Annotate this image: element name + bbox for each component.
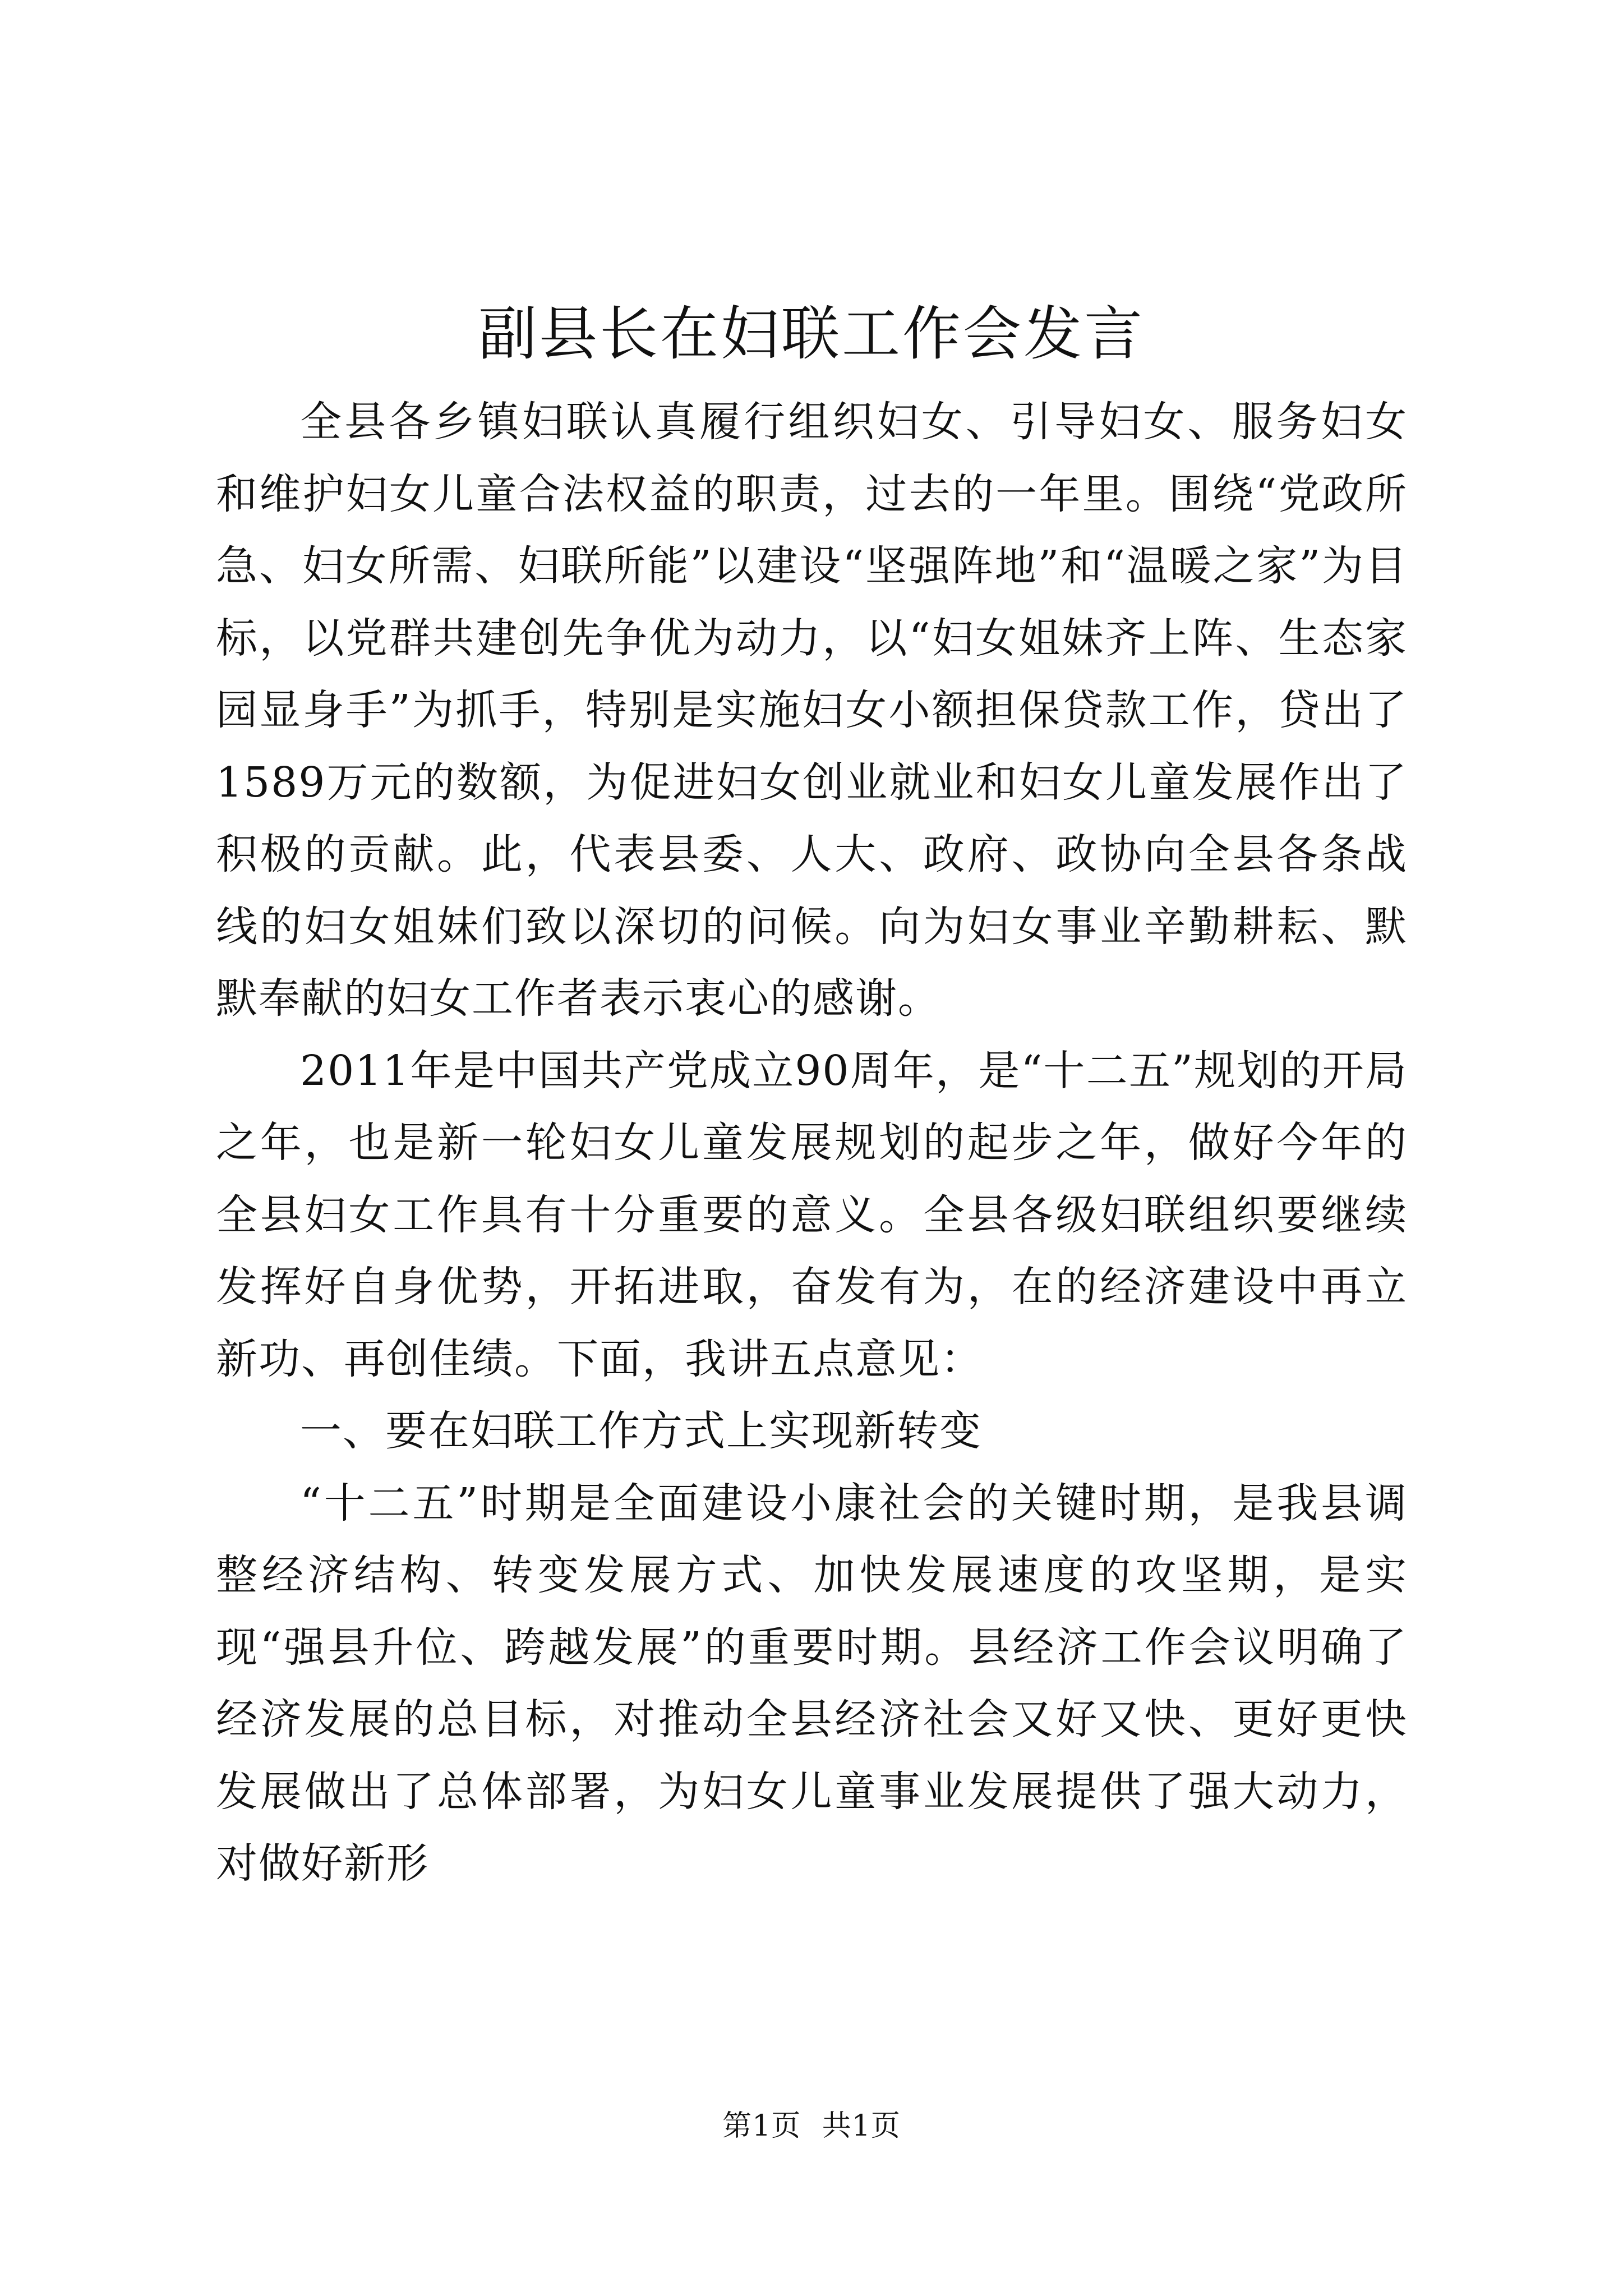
document-body — [216, 386, 1408, 1900]
paragraph-3: “十二五”时期是全面建设小康社会的关键时期，是我县调整经济结构、转变发展方式、加快发展速度的攻坚期，是实现“强县升位、跨越发展”的重要时期。县经济工作会议明确了经济发展的总目标，对推动全县经济社会又好又快、更好更快发展做出了总体部署，为妇女儿童事业发展提供了强大动力，对做好新形 — [216, 1479, 1408, 1888]
document-title: 副县长在妇联工作会发言 — [478, 300, 1145, 368]
paragraph-2: 2011年是中国共产党成立90周年，是“十二五”规划的开局之年，也是新一轮妇女儿童发展规划的起步之年，做好今年的全县妇女工作具有十分重要的意义。全县各级妇联组织要继续发挥好自身优势，开拓进取，奋发有为，在的经济建设中再立新功、再创佳绩。下面，我讲五点意见： — [216, 1046, 1408, 1383]
section-heading-1: 一、要在妇联工作方式上实现新转变 — [300, 1407, 982, 1455]
page-footer — [0, 2106, 1623, 2146]
page-number: 第1页 — [722, 2109, 801, 2143]
page-total: 共1页 — [822, 2109, 901, 2143]
paragraph-1: 全县各乡镇妇联认真履行组织妇女、引导妇女、服务妇女和维护妇女儿童合法权益的职责，过去的一年里。围绕“党政所急、妇女所需、妇联所能”以建设“坚强阵地”和“温暖之家”为目标，以党群共建创先争优为动力，以“妇女姐妹齐上阵、生态家园显身手”为抓手，特别是实施妇女小额担保贷款工作，贷出了1589万元的数额，为促进妇女创业就业和妇女儿童发展作出了积极的贡献。此，代表县委、人大、政府、政协向全县各条战线的妇女姐妹们致以深切的问候。向为妇女事业辛勤耕耘、默默奉献的妇女工作者表示衷心的感谢。 — [216, 398, 1408, 1023]
